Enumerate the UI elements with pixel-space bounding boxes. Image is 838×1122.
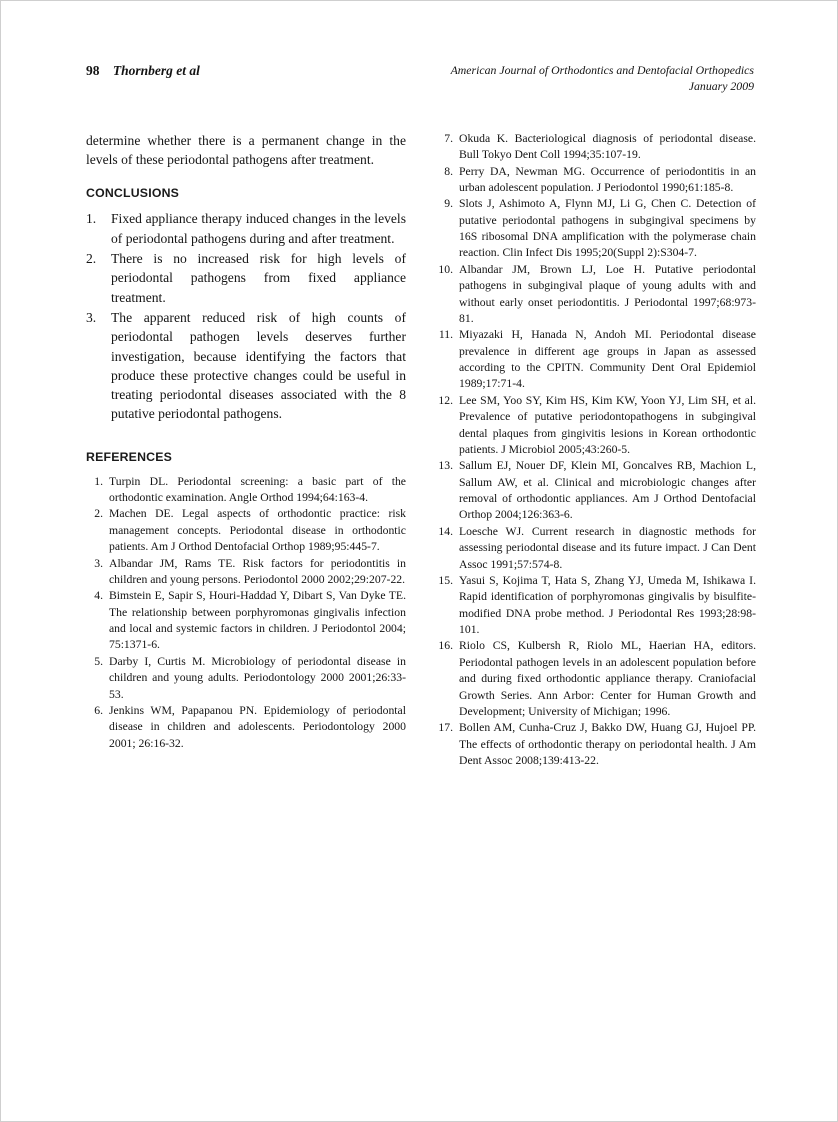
intro-paragraph: determine whether there is a permanent change in the levels of these periodontal pathogens after treatment.	[86, 132, 406, 168]
reference-text: Turpin DL. Periodontal screening: a basic part of the orthodontic examination. Angle Orthod 1994;64:163-4.	[109, 474, 406, 505]
journal-issue-date: January 2009	[688, 78, 754, 93]
conclusion-number: 1.	[86, 211, 97, 227]
reference-item	[436, 573, 756, 639]
reference-list-right	[436, 131, 756, 770]
reference-item	[86, 588, 406, 654]
reference-number: 3.	[94, 556, 103, 570]
reference-number: 2.	[94, 507, 103, 521]
reference-text: Machen DE. Legal aspects of orthodontic practice: risk management concepts. Periodontal disease in orthodontic patients. Am J Orthod Dentofacial Orthop 1989;95:445-7.	[109, 507, 406, 554]
reference-text: Perry DA, Newman MG. Occurrence of periodontitis in an urban adolescent population. J Periodontol 1990;61:185-8.	[459, 164, 756, 194]
reference-item	[436, 196, 756, 262]
reference-item	[436, 393, 756, 459]
reference-number: 15.	[438, 573, 453, 587]
reference-text: Albandar JM, Rams TE. Risk factors for periodontitis in children and young persons. Periodontol 2000 2002;29:207-22.	[109, 556, 406, 586]
reference-number: 13.	[438, 459, 453, 473]
reference-text: Lee SM, Yoo SY, Kim HS, Kim KW, Yoon YJ, Lim SH, et al. Prevalence of putative periodontopathogens in subgingival dental plaques from gingivitis lesions in Korean orthodontic patients. J Microbiol 2005;43:260-5.	[459, 393, 756, 456]
page-header	[86, 63, 754, 95]
reference-number: 9.	[444, 197, 453, 211]
conclusion-number: 3.	[86, 309, 97, 325]
reference-text: Okuda K. Bacteriological diagnosis of periodontal disease. Bull Tokyo Dent Coll 1994;35:107-19.	[459, 131, 756, 162]
left-column	[86, 131, 406, 770]
reference-text: Darby I, Curtis M. Microbiology of periodontal disease in children and young adults. Periodontology 2000 2001;26:33-53.	[109, 654, 406, 701]
reference-number: 5.	[94, 654, 103, 668]
reference-number: 6.	[94, 703, 103, 717]
running-head-left	[86, 63, 200, 79]
reference-item	[436, 164, 756, 197]
reference-text: Bimstein E, Sapir S, Houri-Haddad Y, Dibart S, Van Dyke TE. The relationship between porphyromonas gingivalis infection and local and systemic factors in children. J Periodontol 2004; 75:1371-6.	[109, 589, 406, 652]
journal-title: American Journal of Orthodontics and Dentofacial Orthopedics	[450, 63, 754, 77]
reference-item	[86, 474, 406, 507]
reference-number: 4.	[94, 589, 103, 603]
references-heading: REFERENCES	[86, 449, 173, 464]
reference-item	[436, 131, 756, 164]
reference-text: Loesche WJ. Current research in diagnostic methods for assessing periodontal disease and its future impact. J Can Dent Assoc 1991;57:574-8.	[459, 524, 756, 571]
reference-text: Sallum EJ, Nouer DF, Klein MI, Goncalves RB, Machion L, Sallum AW, et al. Clinical and microbiologic changes after removal of orthodontic appliances. Am J Orthod Dentofacial Orthop 2004;126:363-6.	[459, 459, 756, 522]
two-column-body	[86, 131, 754, 770]
reference-number: 12.	[438, 393, 453, 407]
conclusion-item	[86, 308, 406, 424]
reference-number: 11.	[438, 328, 453, 342]
reference-item	[436, 327, 756, 393]
reference-number: 17.	[438, 721, 453, 735]
reference-number: 8.	[444, 164, 453, 178]
reference-text: Albandar JM, Brown LJ, Loe H. Putative periodontal pathogens in subgingival plaque of young adults with and without early onset periodontitis. J Periodontal 1997;68:973-81.	[459, 262, 756, 325]
running-authors: Thornberg et al	[112, 63, 200, 78]
reference-number: 1.	[94, 474, 103, 488]
right-column	[436, 131, 756, 770]
reference-list-left	[86, 474, 406, 752]
reference-number: 16.	[438, 639, 453, 653]
conclusion-text: Fixed appliance therapy induced changes in the levels of periodontal pathogens during and after treatment.	[111, 211, 406, 246]
reference-text: Riolo CS, Kulbersh R, Riolo ML, Haerian HA, editors. Periodontal pathogen levels in an adolescent population before and during fixed orthodontic appliance therapy. Craniofacial Growth Series. Ann Arbor: Center for Human Growth and Development; University of Michigan; 1996.	[459, 639, 756, 718]
conclusion-item	[86, 249, 406, 307]
conclusion-text: The apparent reduced risk of high counts of periodontal pathogen levels deserves further investigation, because identifying the factors that produce these protective changes could be useful in treating periodontal diseases associated with the 8 putative periodontal pathogens.	[111, 309, 406, 422]
running-head-right	[451, 63, 754, 95]
page-number: 98	[86, 63, 100, 78]
conclusions-heading: CONCLUSIONS	[86, 186, 180, 201]
reference-item	[436, 638, 756, 720]
reference-item	[436, 458, 756, 524]
conclusion-item	[86, 209, 406, 248]
reference-number: 10.	[438, 262, 453, 276]
reference-item	[86, 703, 406, 752]
reference-text: Jenkins WM, Papapanou PN. Epidemiology of periodontal disease in children and adolescents. Periodontology 2000 2001; 26:16-32.	[109, 703, 406, 750]
conclusion-number: 2.	[86, 251, 97, 267]
reference-item	[86, 556, 406, 589]
reference-text: Slots J, Ashimoto A, Flynn MJ, Li G, Chen C. Detection of putative periodontal pathogens in subgingival specimens by 16S ribosomal DNA amplification with the polymerase chain reaction. Clin Infect Dis 1995;20(Suppl 2):S304-7.	[459, 197, 756, 260]
conclusion-text: There is no increased risk for high levels of periodontal pathogens from fixed appliance treatment.	[111, 251, 406, 305]
reference-item	[436, 720, 756, 769]
reference-text: Miyazaki H, Hanada N, Andoh MI. Periodontal disease prevalence in different age groups in Japan as assessed according to the CPITN. Community Dent Oral Epidemiol 1989;17:71-4.	[459, 328, 756, 391]
reference-item	[86, 506, 406, 555]
reference-text: Bollen AM, Cunha-Cruz J, Bakko DW, Huang GJ, Hujoel PP. The effects of orthodontic therapy on periodontal health. J Am Dent Assoc 2008;139:413-22.	[459, 721, 756, 768]
reference-item	[436, 262, 756, 328]
reference-item	[436, 524, 756, 573]
reference-text: Yasui S, Kojima T, Hata S, Zhang YJ, Umeda M, Ishikawa I. Rapid identification of porphyromonas gingivalis by bisulfite-modified DNA probe method. J Periodontal Res 1993;28:98-101.	[459, 573, 756, 637]
reference-item	[86, 654, 406, 703]
reference-number: 7.	[444, 131, 453, 145]
reference-number: 14.	[438, 524, 453, 538]
conclusions-list	[86, 209, 406, 423]
